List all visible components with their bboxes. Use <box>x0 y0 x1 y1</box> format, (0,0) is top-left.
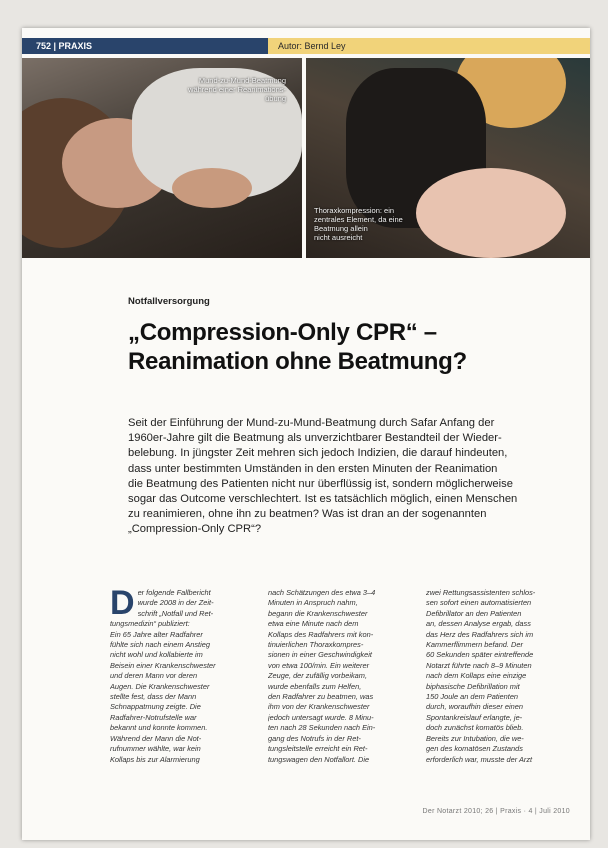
article-category: Notfallversorgung <box>128 296 210 307</box>
body-line: tungsleitstelle erreicht ein Ret- <box>268 744 368 754</box>
lead-line: 1960er-Jahre gilt die Beatmung als unverzichtbarer Bestandteil der Wieder- <box>128 432 502 445</box>
body-line: Zeuge, der zufällig vorbeikam, <box>268 671 368 681</box>
body-line: er folgende Fallbericht <box>137 588 211 597</box>
body-line: Beisein einer Krankenschwester <box>110 660 216 670</box>
body-line: Während der Mann die Not- <box>110 733 202 743</box>
author-bar <box>268 38 590 54</box>
article-title <box>128 318 568 376</box>
body-line: Kollaps des Radfahrers mit kon- <box>268 629 374 639</box>
magazine-page <box>22 28 590 840</box>
photo-manikin <box>416 168 566 258</box>
body-line: Defibrillator an den Patienten <box>426 608 522 618</box>
body-line: Kammerflimmern befand. Der <box>426 640 523 650</box>
body-line: tungswagen den Notfallort. Die <box>268 754 370 764</box>
body-line: das Herz des Radfahrers sich im <box>426 629 534 639</box>
body-line: Spontankreislauf erlangte, je- <box>426 712 523 722</box>
body-line: jedoch untersagt wurde. 8 Minu- <box>268 712 374 722</box>
body-line: von etwa 100/min. Ein weiterer <box>268 660 370 670</box>
body-line: an, dessen Analyse ergab, dass <box>426 619 531 629</box>
photo-ventilation <box>22 58 302 258</box>
body-column-1 <box>110 584 255 765</box>
body-line: Schnappatmung zeigte. Die <box>110 702 201 712</box>
body-line: den Radfahrer zu beatmen, was <box>268 692 374 702</box>
body-line: Radfahrer-Notrufstelle war <box>110 712 197 722</box>
body-columns <box>110 584 572 798</box>
lead-line: sogar das Outcome verschlechtert. Ist es tatsächlich möglich, einen Menschen <box>128 493 518 506</box>
title-line-1: „Compression-Only CPR“ – <box>128 319 437 346</box>
body-line: tungsmedizin“ publiziert: <box>110 619 190 629</box>
lead-line: belebung. In jüngster Zeit mehren sich jedoch Indizien, die darauf hindeuten, <box>128 447 508 460</box>
photo-right-caption: Thoraxkompression: ein zentrales Element, da eine Beatmung allein nicht ausreicht <box>314 206 403 242</box>
body-line: stellte fest, dass der Mann <box>110 692 197 702</box>
body-line: sen sofort einen automatisierten <box>426 598 532 608</box>
body-line: Bereits zur Intubation, die we- <box>426 733 524 743</box>
body-line: doch zunächst komatös blieb. <box>426 723 524 733</box>
body-line: durch, woraufhin dieser einen <box>426 702 523 712</box>
body-line: erforderlich war, musste der Arzt <box>426 754 533 764</box>
body-line: sionen in einer Geschwindigkeit <box>268 650 372 660</box>
lead-line: zu reanimieren, ohne ihn zu beatmen? Was ist dran an der sogenannten <box>128 508 487 521</box>
body-line: begann die Krankenschwester <box>268 608 368 618</box>
body-line: Kollaps bis zur Alarmierung <box>110 754 200 764</box>
lead-line: Seit der Einführung der Mund-zu-Mund-Beatmung durch Safar Anfang der <box>128 417 495 429</box>
title-line-2: Reanimation ohne Beatmung? <box>128 348 467 375</box>
photo-figure-arm <box>172 168 252 208</box>
body-line: Minuten in Anspruch nahm, <box>268 598 358 608</box>
body-line: tinuierlichen Thoraxkompres- <box>268 640 364 650</box>
body-line: und deren Mann vor deren <box>110 671 198 681</box>
lead-line: „Compression-Only CPR“? <box>128 523 262 536</box>
body-line: gen des komatösen Zustands <box>426 744 523 754</box>
body-line: zwei Rettungsassistenten schlos- <box>426 588 536 597</box>
body-line: etwa eine Minute nach dem <box>268 619 359 629</box>
body-column-2 <box>268 588 413 765</box>
body-line: schrift „Notfall und Ret- <box>137 608 214 618</box>
body-line: Notarzt führte nach 8–9 Minuten <box>426 660 532 670</box>
lead-line: dass unter bestimmten Umständen in den ersten Minuten der Reanimation <box>128 462 498 475</box>
body-line: nicht wohl und kollabierte im <box>110 650 203 660</box>
body-line: wurde 2008 in der Zeit- <box>137 598 214 608</box>
article-lead <box>128 416 574 538</box>
body-line: nach Schätzungen des etwa 3–4 <box>268 588 376 597</box>
drop-cap: D <box>110 584 135 622</box>
page-footer: Der Notarzt 2010; 26 | Praxis · 4 | Juli 2010 <box>422 808 570 815</box>
body-line: Augen. Die Krankenschwester <box>110 681 210 691</box>
body-line: Ein 65 Jahre alter Radfahrer <box>110 629 203 639</box>
body-line: 60 Sekunden später eintreffende <box>426 650 534 660</box>
photo-compression <box>306 58 590 258</box>
body-line: biphasische Defibrillation mit <box>426 681 520 691</box>
photo-left-caption: Mund-zu-Mund-Beatmung während einer Reanimations- übung <box>188 76 286 103</box>
body-column-3 <box>426 588 571 765</box>
body-line: wurde ebenfalls zum Helfen, <box>268 681 362 691</box>
body-line: fühlte sich nach einem Anstieg <box>110 640 210 650</box>
lead-line: die Beatmung des Patienten nicht nur überflüssig ist, sondern möglicherweise <box>128 477 513 490</box>
body-line: rufnummer wählte, war kein <box>110 744 201 754</box>
body-line: nach dem Kollaps eine einzige <box>426 671 527 681</box>
body-line: bekannt und konnte kommen. <box>110 723 208 733</box>
author-label: Autor: Bernd Ley <box>278 41 346 51</box>
body-line: ten nach 28 Sekunden nach Ein- <box>268 723 376 733</box>
page-section-label: 752 | PRAXIS <box>36 41 93 51</box>
body-line: gang des Notrufs in der Ret- <box>268 733 361 743</box>
header-bar <box>22 38 590 54</box>
body-line: 150 Joule an dem Patienten <box>426 692 519 702</box>
body-line: ihm von der Krankenschwester <box>268 702 370 712</box>
